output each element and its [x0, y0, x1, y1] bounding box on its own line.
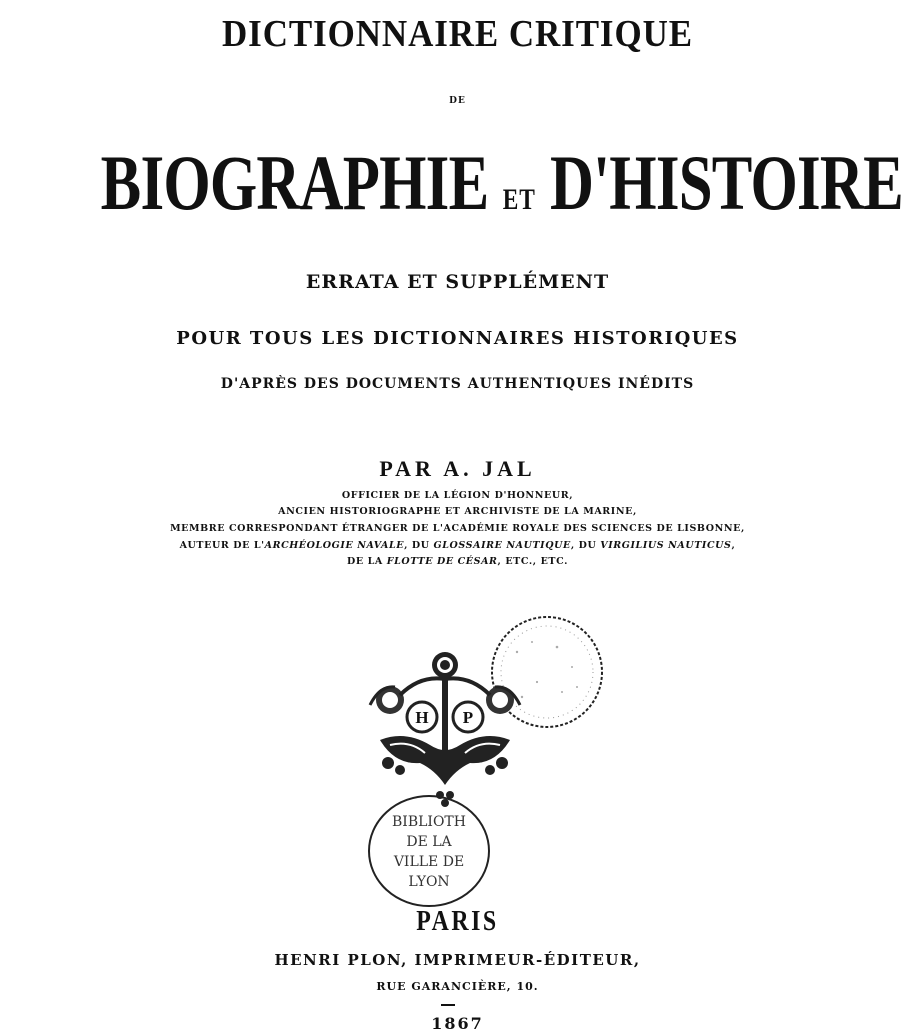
- subtitle-dictionnaires: POUR TOUS LES DICTIONNAIRES HISTORIQUES: [176, 328, 739, 349]
- stamp-line-4: LYON: [408, 874, 450, 890]
- credential-5-part-c: , ETC., ETC.: [497, 556, 568, 567]
- credential-4-part-a: AUTEUR DE L': [179, 540, 265, 551]
- credential-4-archeologie: ARCHÉOLOGIE NAVALE: [264, 540, 405, 551]
- imprint-publisher: HENRI PLON, IMPRIMEUR-ÉDITEUR,: [274, 951, 641, 969]
- emblem-letter-p: P: [462, 708, 474, 727]
- credential-line-1: OFFICIER DE LA LÉGION D'HONNEUR,: [341, 490, 574, 501]
- main-title-biographie: BIOGRAPHIE: [100, 139, 489, 226]
- imprint-city: PARIS: [416, 906, 499, 937]
- imprint-year: 1867: [431, 1014, 484, 1033]
- title-connector-de: DE: [449, 96, 466, 106]
- credential-line-4: [0, 540, 915, 551]
- main-title-histoire: D'HISTOIRE: [550, 139, 903, 226]
- stamp-line-1: BIBLIOTH: [392, 814, 466, 830]
- main-title-et: ET: [502, 183, 536, 216]
- credential-line-5: [0, 556, 915, 567]
- credential-line-2: ANCIEN HISTORIOGRAPHE ET ARCHIVISTE DE LA MARINE,: [278, 506, 637, 517]
- stamp-line-3: VILLE DE: [393, 854, 465, 870]
- credential-5-part-a: DE LA: [347, 556, 387, 567]
- credential-5-flotte: FLOTTE DE CÉSAR: [386, 556, 498, 567]
- imprint-address: RUE GARANCIÈRE, 10.: [376, 980, 539, 993]
- title-line-dictionnaire: DICTIONNAIRE CRITIQUE: [222, 13, 693, 55]
- subtitle-documents: D'APRÈS DES DOCUMENTS AUTHENTIQUES INÉDITS: [220, 376, 695, 392]
- stamp-line-2: DE LA: [406, 834, 452, 850]
- credential-4-virgilius: VIRGILIUS NAUTICUS: [600, 540, 732, 551]
- imprint-divider: [441, 1004, 455, 1006]
- subtitle-errata: ERRATA ET SUPPLÉMENT: [305, 271, 610, 293]
- author-line: PAR A. JAL: [379, 456, 536, 481]
- emblem-letter-h: H: [415, 708, 429, 727]
- credential-4-glossaire: GLOSSAIRE NAUTIQUE: [433, 540, 571, 551]
- library-stamp-lyon: [365, 792, 493, 910]
- publisher-emblem: [360, 645, 530, 815]
- credential-4-part-e: , DU: [570, 540, 601, 551]
- main-title: [100, 138, 903, 245]
- credential-line-3: MEMBRE CORRESPONDANT ÉTRANGER DE L'ACADÉMIE ROYALE DES SCIENCES DE LISBONNE,: [170, 523, 745, 534]
- credential-4-part-g: ,: [731, 540, 736, 551]
- credential-4-part-c: , DU: [404, 540, 434, 551]
